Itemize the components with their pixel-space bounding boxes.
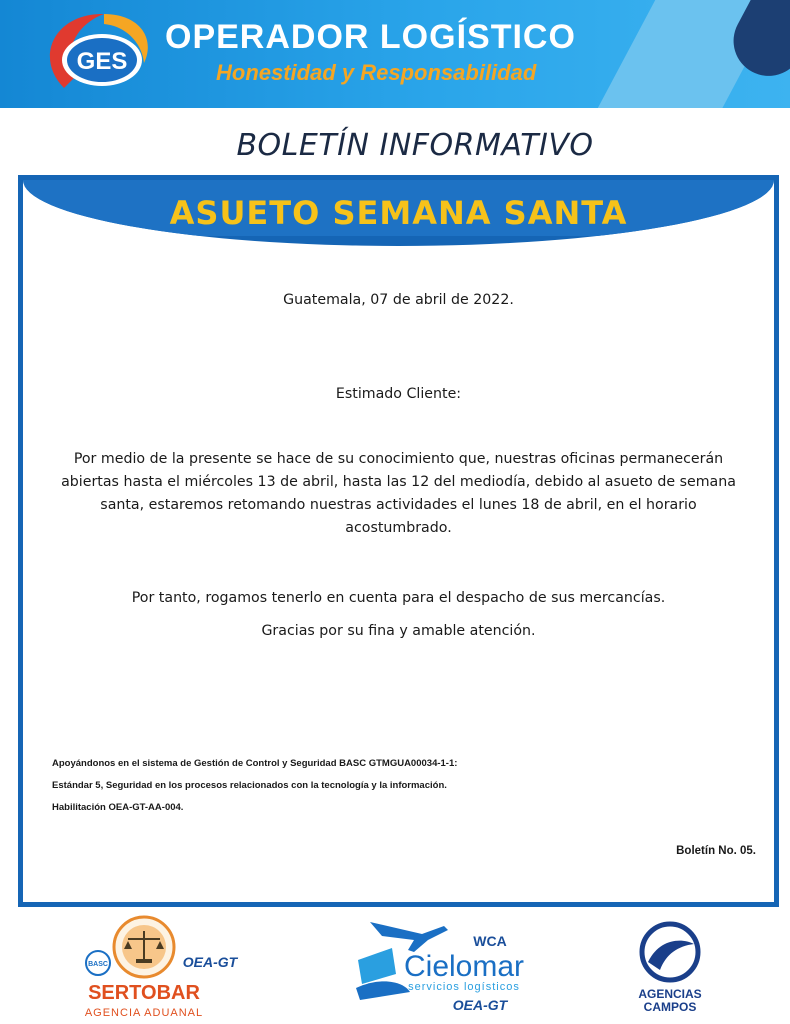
sertobar-logo: [78, 913, 278, 1023]
cielomar-subtitle: servicios logísticos: [408, 981, 520, 993]
body-paragraph: Por medio de la presente se hace de su conocimiento que, nuestras oficinas permanecerán abiertas hasta el miércoles 13 de abril, hasta las 12 del mediodía, debido al asueto de semana santa, estaremos retomando nuestras actividades el lunes 18 de abril, en el horario acostumbrado.: [61, 451, 736, 536]
company-title: OPERADOR LOGÍSTICO: [165, 18, 576, 56]
airplane-icon: [370, 922, 448, 952]
ges-logo: [44, 8, 154, 100]
basc-logo-text: BASC: [88, 961, 108, 968]
oea-gt-text: OEA-GT: [452, 997, 508, 1013]
ges-logo-text: GES: [76, 48, 128, 75]
bulletin-heading: BOLETÍN INFORMATIVO: [236, 128, 594, 163]
oea-gt-text: OEA-GT: [182, 954, 238, 970]
campos-line1: AGENCIAS: [638, 987, 702, 1001]
date-line: Guatemala, 07 de abril de 2022.: [283, 292, 514, 308]
banner-title: ASUETO SEMANA SANTA: [169, 194, 628, 232]
salutation: Estimado Cliente:: [335, 386, 462, 402]
campos-line2: CAMPOS: [643, 1000, 697, 1014]
cielomar-name: Cielomar: [403, 950, 525, 983]
fine-print-line: Apoyándonos en el sistema de Gestión de Control y Seguridad BASC GTMGUA00034-1-1:: [52, 758, 458, 769]
wca-text: WCA: [473, 933, 507, 949]
cielomar-logo: [352, 912, 532, 1020]
bulletin-banner: [23, 180, 774, 246]
agencias-campos-logo: [620, 918, 720, 1018]
bulletin-number: Boletín No. 05.: [676, 845, 756, 857]
header-banner: [0, 0, 790, 108]
closing-line-2: Gracias por su fina y amable atención.: [261, 623, 536, 639]
fine-print-line: Habilitación OEA-GT-AA-004.: [52, 802, 184, 813]
company-tagline: Honestidad y Responsabilidad: [216, 60, 537, 85]
closing-line-1: Por tanto, rogamos tenerlo en cuenta para el despacho de sus mercancías.: [131, 590, 666, 606]
sertobar-name: SERTOBAR: [88, 982, 200, 1004]
bulletin-frame: [18, 175, 779, 907]
sertobar-subtitle: AGENCIA ADUANAL: [84, 1007, 204, 1019]
fine-print-line: Estándar 5, Seguridad en los procesos relacionados con la tecnología y la información.: [52, 780, 447, 791]
swoosh-icon: [648, 941, 694, 970]
